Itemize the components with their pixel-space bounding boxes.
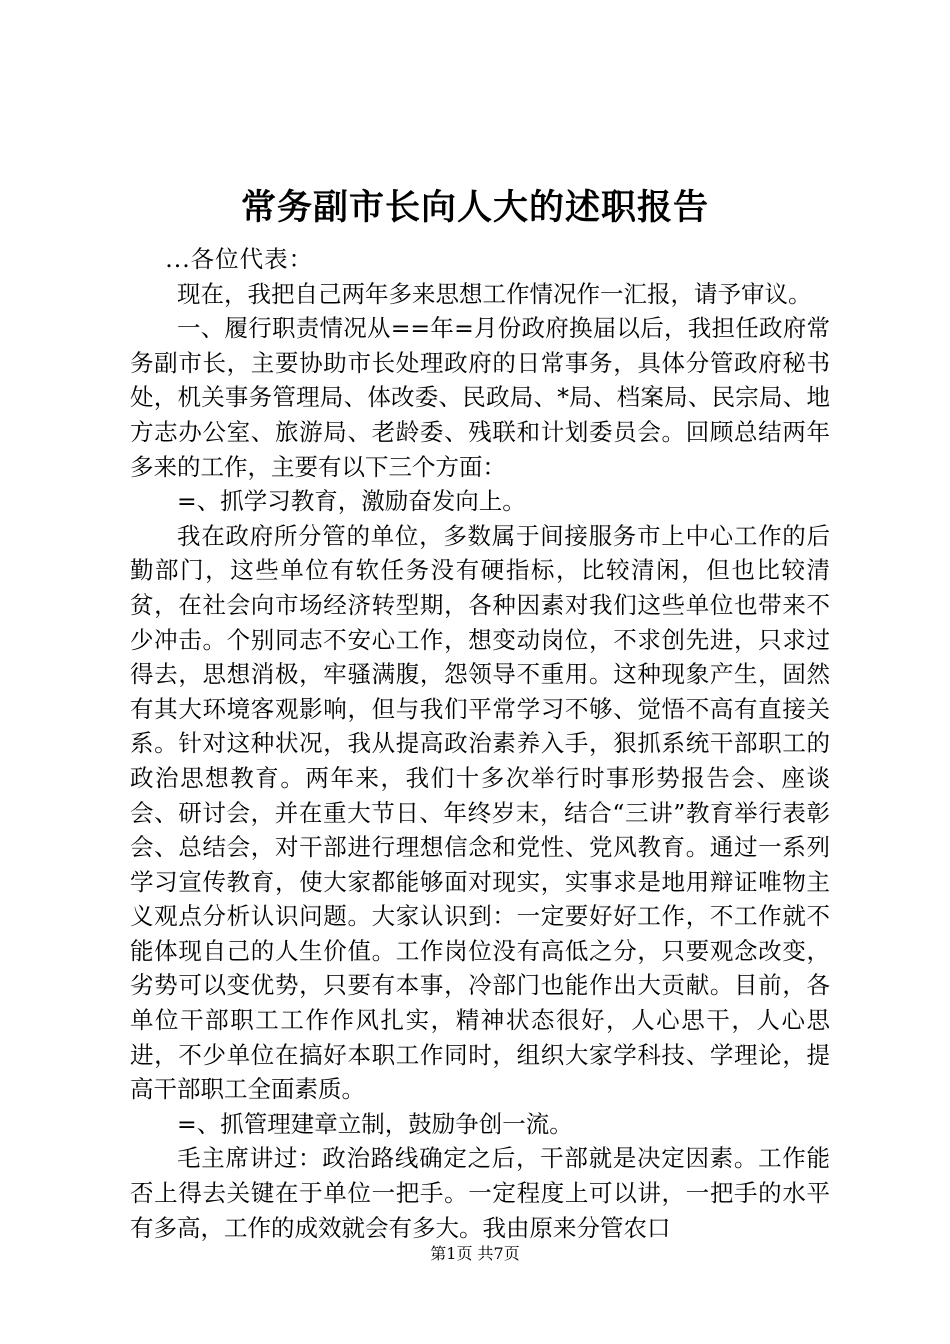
section-heading-study: =、抓学习教育，激励奋发向上。 — [177, 487, 526, 516]
management-paragraph: 毛主席讲过：政治路线确定之后，干部就是决定因素。工作能否上得去关键在于单位一把手。一定程度上可以讲，一把手的水平有多高，工作的成效就会有多大。我由原来分管农口 — [130, 1144, 830, 1242]
study-paragraph: 我在政府所分管的单位，多数属于间接服务市上中心工作的后勤部门，这些单位有软任务没有硬指标，比较清闲，但也比较清贫，在社会向市场经济转型期，各种因素对我们这些单位也带来不少冲击。个别同志不安心工作，想变动岗位，不求创先进，只求过得去，思想消极，牢骚满腹，怨领导不重用。这种现象产生，固然有其大环境客观影响，但与我们平常学习不够、觉悟不高有直接关系。针对这种状况，我从提高政治素养入手，狠抓系统干部职工的政治思想教育。两年来，我们十多次举行时事形势报告会、座谈会、研讨会，并在重大节日、年终岁末，结合“三讲”教育举行表彰会、总结会，对干部进行理想信念和党性、党风教育。通过一系列学习宣传教育，使大家都能够面对现实，实事求是地用辩证唯物主义观点分析认识问题。大家认识到：一定要好好工作，不工作就不能体现自己的人生价值。工作岗位没有高低之分，只要观念改变，劣势可以变优势，只要有本事，冷部门也能作出大贡献。目前，各单位干部职工工作作风扎实，精神状态很好，人心思干，人心思进，不少单位在搞好本职工作同时，组织大家学科技、学理论，提高干部职工全面素质。 — [130, 521, 830, 1104]
intro-paragraph: 现在，我把自己两年多来思想工作情况作一汇报，请予审议。 — [177, 279, 812, 308]
section-heading-management: =、抓管理建章立制，鼓励争创一流。 — [177, 1109, 573, 1138]
document-title: 常务副市长向人大的述职报告 — [240, 188, 709, 228]
document-body — [130, 242, 830, 1245]
page-number-footer: 第1页 共7页 — [430, 1244, 520, 1263]
salutation-paragraph: ...各位代表： — [165, 245, 314, 273]
duties-paragraph: 一、履行职责情况从==年=月份政府换届以后，我担任政府常务副市长，主要协助市长处理政府的日常事务，具体分管政府秘书处，机关事务管理局、体改委、民政局、*局、档案局、民宗局、地方志办公室、旅游局、老龄委、残联和计划委员会。回顾总结两年多来的工作，主要有以下三个方面： — [130, 314, 830, 481]
